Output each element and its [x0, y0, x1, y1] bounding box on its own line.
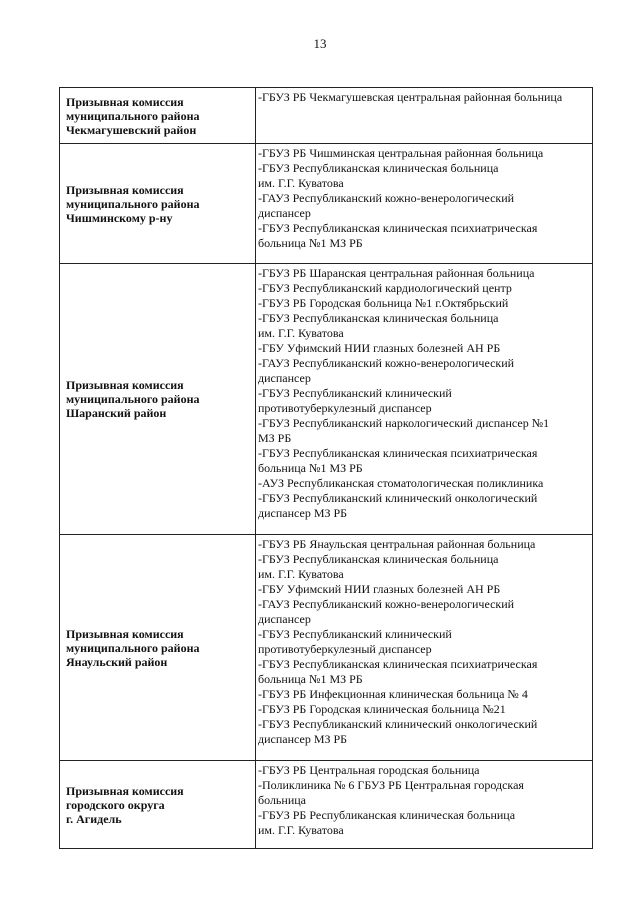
- institution-line: -ГБУ Уфимский НИИ глазных болезней АН РБ: [258, 341, 501, 355]
- institution-line: диспансер: [258, 612, 311, 626]
- institution-line: -ГБУЗ Республиканская клиническая больница: [258, 311, 499, 325]
- institution-line: -АУЗ Республиканская стоматологическая поликлиника: [258, 476, 544, 490]
- institution-line: -ГБУЗ Республиканский клинический: [258, 386, 452, 400]
- institution-line: -ГБУЗ Республиканский кардиологический центр: [258, 281, 512, 295]
- institution-line: -ГБУЗ РБ Инфекционная клиническая больница № 4: [258, 687, 528, 701]
- commission-name-cell: [60, 144, 256, 264]
- commission-name-line: Чекмагушевский район: [66, 122, 197, 137]
- institution-line: -ГБУ Уфимский НИИ глазных болезней АН РБ: [258, 582, 501, 596]
- institution-line: -ГАУЗ Республиканский кожно-венерологический: [258, 597, 515, 611]
- commission-name-line: муниципального района: [66, 196, 200, 211]
- institution-line: -ГБУЗ Республиканский клинический онкологический: [258, 491, 538, 505]
- institutions-cell: [256, 88, 593, 144]
- commission-name-line: Чишминскому р-ну: [66, 210, 173, 225]
- institution-line: диспансер МЗ РБ: [258, 506, 348, 520]
- institution-line: -ГБУЗ РБ Янаульская центральная районная больница: [258, 537, 536, 551]
- institution-line: МЗ РБ: [258, 431, 292, 445]
- institution-line: им. Г.Г. Куватова: [258, 567, 344, 581]
- institution-line: им. Г.Г. Куватова: [258, 176, 344, 190]
- commission-name: [60, 784, 255, 826]
- institution-line: -ГБУЗ РБ Республиканская клиническая больница: [258, 808, 516, 822]
- commission-name: [60, 95, 255, 137]
- commission-name-cell: [60, 88, 256, 144]
- commission-name-cell: [60, 264, 256, 535]
- institution-line: больница: [258, 793, 306, 807]
- table-row: [60, 88, 593, 144]
- commission-name-line: муниципального района: [66, 108, 200, 123]
- institution-line: им. Г.Г. Куватова: [258, 823, 344, 837]
- institution-line: противотуберкулезный диспансер: [258, 642, 432, 656]
- institution-line: больница №1 МЗ РБ: [258, 236, 363, 250]
- page-number: 13: [313, 36, 327, 51]
- institution-line: -ГБУЗ Республиканский наркологический диспансер №1: [258, 416, 550, 430]
- commissions-table: [59, 87, 593, 849]
- institution-line: -ГБУЗ РБ Шаранская центральная районная больница: [258, 266, 535, 280]
- institution-line: -ГБУЗ Республиканская клиническая психиатрическая: [258, 446, 538, 460]
- commission-name-cell: [60, 761, 256, 849]
- commission-name-line: Янаульский район: [66, 654, 168, 669]
- commission-name-line: Призывная комиссия: [66, 182, 184, 197]
- commission-name: [60, 183, 255, 225]
- institutions-cell: [256, 144, 593, 264]
- institution-line: больница №1 МЗ РБ: [258, 672, 363, 686]
- commission-name-line: г. Агидель: [66, 811, 122, 826]
- institution-line: -ГБУЗ Республиканская клиническая больница: [258, 161, 499, 175]
- commission-name-line: Шаранский район: [66, 406, 167, 420]
- institution-line: -ГБУЗ Республиканская клиническая психиатрическая: [258, 221, 538, 235]
- commission-name-line: Призывная комиссия: [66, 626, 184, 641]
- institution-line: диспансер: [258, 371, 311, 385]
- institution-line: -ГБУЗ РБ Городская больница №1 г.Октябрьский: [258, 296, 509, 310]
- commissions-table-body: [60, 88, 593, 849]
- institutions-cell: [256, 535, 593, 761]
- institution-line: -ГБУЗ Республиканская клиническая больница: [258, 552, 499, 566]
- commission-name-line: городского округа: [66, 797, 165, 812]
- table-row: [60, 144, 593, 264]
- table-row: [60, 264, 593, 535]
- institutions-cell: [256, 761, 593, 849]
- institution-line: -ГБУЗ РБ Чишминская центральная районная больница: [258, 146, 544, 160]
- commission-name: [60, 627, 255, 669]
- institution-line: больница №1 МЗ РБ: [258, 461, 363, 475]
- institution-line: -ГБУЗ Республиканский клинический онкологический: [258, 717, 538, 731]
- institution-line: -ГБУЗ РБ Чекмагушевская центральная районная больница: [258, 90, 563, 104]
- institutions-cell: [256, 264, 593, 535]
- institution-line: противотуберкулезный диспансер: [258, 401, 432, 415]
- commission-name-line: муниципального района: [66, 640, 200, 655]
- commission-name-line: Призывная комиссия: [66, 783, 184, 798]
- institution-line: -ГАУЗ Республиканский кожно-венерологический: [258, 191, 515, 205]
- commission-name-cell: [60, 535, 256, 761]
- institution-line: -ГАУЗ Республиканский кожно-венерологический: [258, 356, 515, 370]
- commission-name: [60, 378, 255, 420]
- table-row: [60, 761, 593, 849]
- institution-line: -ГБУЗ РБ Городская клиническая больница №21: [258, 702, 506, 716]
- institution-line: -ГБУЗ Республиканская клиническая психиатрическая: [258, 657, 538, 671]
- commission-name-line: Призывная комиссия: [66, 378, 184, 392]
- institution-line: -Поликлиника № 6 ГБУЗ РБ Центральная городская: [258, 778, 524, 792]
- commission-name-line: Призывная комиссия: [66, 94, 184, 109]
- commission-name-line: муниципального района: [66, 392, 200, 406]
- institution-line: диспансер: [258, 206, 311, 220]
- institution-line: диспансер МЗ РБ: [258, 732, 348, 746]
- institution-line: -ГБУЗ РБ Центральная городская больница: [258, 763, 480, 777]
- table-row: [60, 535, 593, 761]
- institution-line: -ГБУЗ Республиканский клинический: [258, 627, 452, 641]
- institution-line: им. Г.Г. Куватова: [258, 326, 344, 340]
